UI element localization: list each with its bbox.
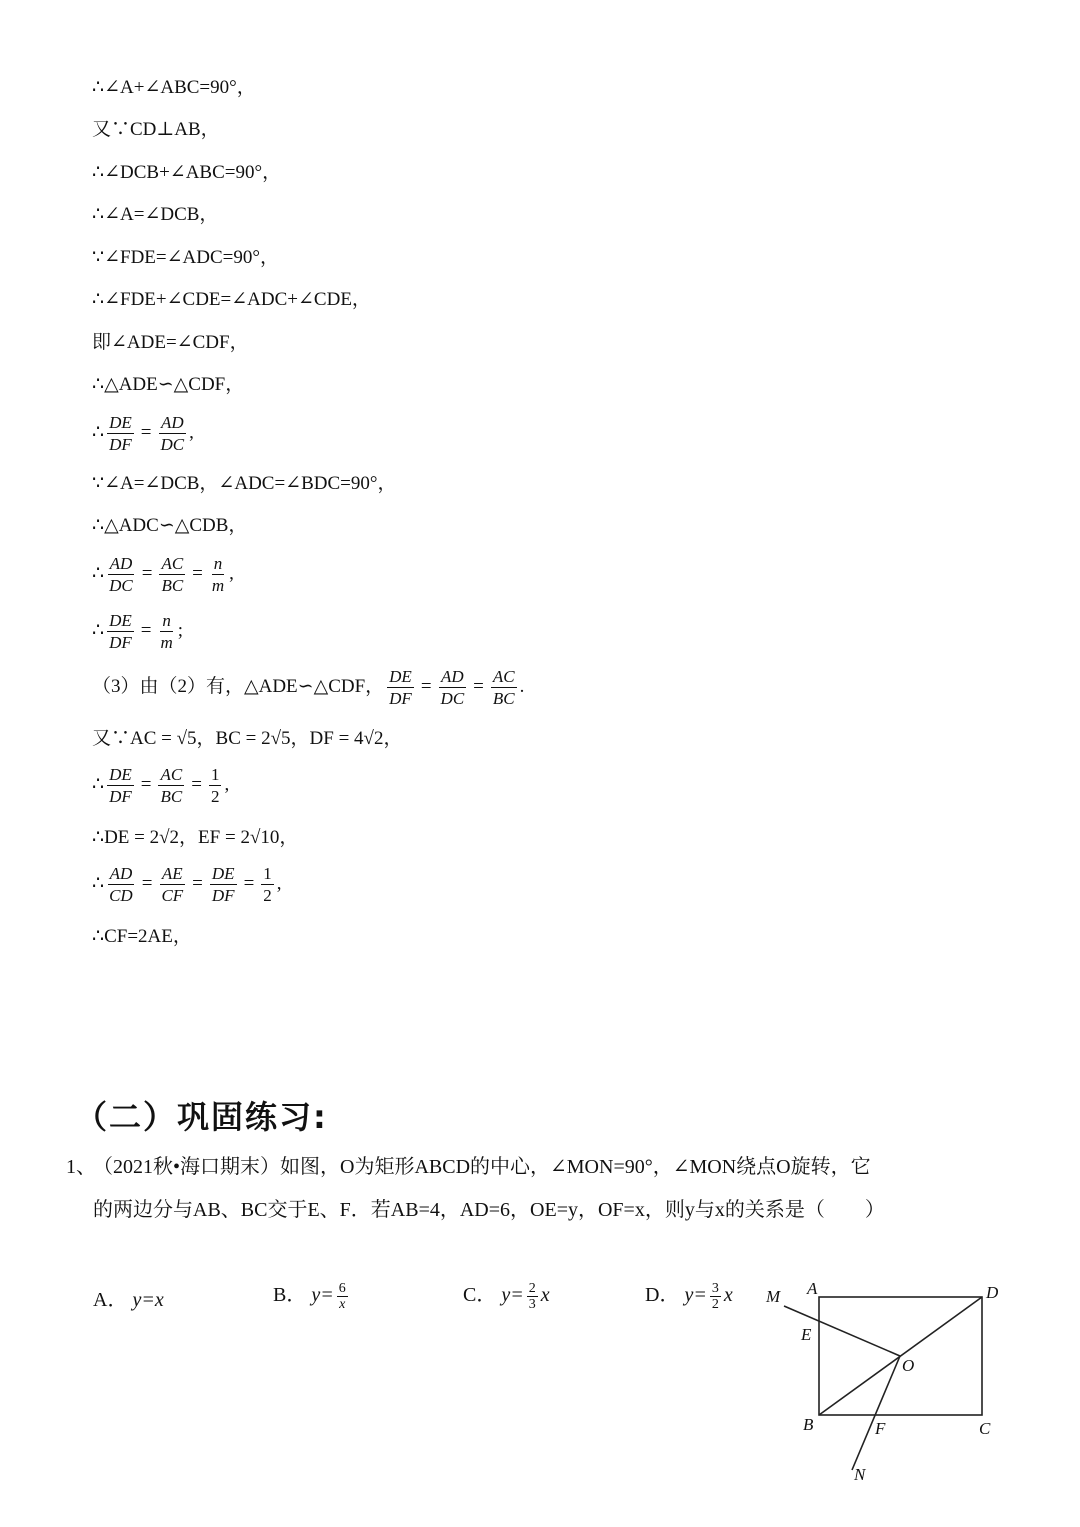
label-f: F — [875, 1419, 886, 1438]
denominator: 2 — [263, 886, 272, 905]
numerator: n — [162, 611, 171, 630]
equals: = — [420, 675, 432, 697]
numerator: DE — [389, 667, 412, 686]
solution-line-9: ∵∠A=∠DCB，∠ADC=∠BDC=90°， — [92, 473, 397, 494]
label-n: N — [854, 1465, 866, 1484]
equals: = — [192, 872, 203, 894]
part-3-text: （3）由（2）有，△ADE∽△CDF， — [92, 675, 385, 697]
numerator: AC — [160, 765, 183, 784]
solution-line-6: ∴∠FDE+∠CDE=∠ADC+∠CDE， — [92, 289, 371, 310]
equals: = — [473, 675, 484, 697]
numerator: AD — [109, 554, 133, 573]
section-heading: （二）巩固练习: — [75, 1098, 328, 1136]
label-c: C — [979, 1419, 991, 1438]
solution-line-5: ∵∠FDE=∠ADC=90°， — [92, 247, 279, 268]
option-lhs: y= — [684, 1284, 707, 1306]
conclusion-line: ∴CF=2AE， — [92, 926, 192, 947]
option-label: A． — [93, 1289, 128, 1311]
suffix: , — [224, 773, 230, 795]
solution-line-8: ∴△ADE∽△CDF， — [92, 374, 245, 395]
suffix: , — [276, 872, 282, 894]
denominator: DF — [109, 633, 132, 652]
numerator: AD — [160, 413, 184, 432]
question-line-2: 的两边分与AB、BC交于E、F．若AB=4，AD=6，OE=y，OF=x，则y与x的关系是（ ） — [93, 1199, 885, 1221]
equals: = — [140, 421, 152, 443]
label-e: E — [801, 1325, 812, 1344]
solution-line-7: 即∠ADE=∠CDF， — [92, 332, 249, 353]
denominator: m — [160, 633, 173, 652]
equals: = — [191, 773, 202, 795]
option-lhs: y= — [501, 1284, 524, 1306]
de-ef-line: ∴DE = 2√2，EF = 2√10， — [92, 827, 299, 848]
numerator: DE — [109, 611, 132, 630]
numerator: AD — [441, 667, 464, 686]
numerator: 6 — [338, 1280, 346, 1296]
equals: = — [140, 773, 152, 795]
label-d: D — [986, 1283, 999, 1302]
option-label: B． — [273, 1284, 307, 1306]
prefix: ∴ — [92, 421, 105, 443]
prefix: ∴ — [92, 619, 105, 641]
equals: = — [141, 872, 153, 894]
denominator: BC — [492, 689, 515, 708]
denominator: BC — [160, 787, 183, 806]
denominator: DF — [211, 886, 235, 905]
denominator: BC — [161, 576, 184, 595]
diagonal-bd — [819, 1297, 982, 1415]
solution-line-4: ∴∠A=∠DCB， — [92, 204, 219, 225]
question-number: 1、 — [66, 1156, 96, 1178]
option-label: C． — [463, 1284, 497, 1306]
numerator: n — [213, 554, 223, 573]
suffix: ; — [177, 619, 184, 641]
numerator: 1 — [210, 765, 220, 784]
numerator: AC — [161, 554, 184, 573]
option-rhs: x — [723, 1284, 733, 1306]
numerator: AE — [161, 864, 183, 883]
denominator: DC — [440, 689, 465, 708]
prefix: ∴ — [92, 872, 105, 894]
numerator: 2 — [528, 1280, 536, 1296]
solution-line-10: ∴△ADC∽△CDB， — [92, 515, 248, 536]
denominator: DF — [109, 787, 132, 806]
option-expression: y=x — [132, 1289, 164, 1311]
prefix: ∴ — [92, 773, 105, 795]
numerator: 1 — [263, 864, 272, 883]
numerator: AD — [109, 864, 133, 883]
denominator: x — [339, 1296, 346, 1312]
label-b: B — [803, 1415, 814, 1434]
denominator: m — [211, 576, 225, 595]
solution-line-3: ∴∠DCB+∠ABC=90°， — [92, 162, 282, 183]
numerator: DE — [211, 864, 235, 883]
option-lhs: y= — [311, 1284, 334, 1306]
denominator: CD — [109, 886, 133, 905]
denominator: 3 — [528, 1296, 536, 1312]
label-o: O — [902, 1356, 915, 1375]
suffix: , — [229, 562, 234, 584]
label-m: M — [766, 1287, 781, 1306]
numerator: 3 — [711, 1280, 719, 1296]
option-label: D． — [645, 1284, 680, 1306]
denominator: DF — [389, 689, 412, 708]
denominator: CF — [161, 886, 184, 905]
equals: = — [140, 619, 152, 641]
denominator: 2 — [711, 1296, 719, 1312]
denominator: DF — [109, 435, 132, 454]
option-rhs: x — [540, 1284, 550, 1306]
suffix: , — [189, 421, 194, 443]
numerator: DE — [109, 765, 132, 784]
suffix: . — [519, 675, 525, 697]
numerator: DE — [109, 413, 132, 432]
solution-line-1: ∴∠A+∠ABC=90°， — [92, 77, 256, 98]
equals: = — [243, 872, 255, 894]
equals: = — [141, 562, 153, 584]
denominator: 2 — [210, 787, 220, 806]
solution-line-2: 又∵CD⊥AB， — [92, 119, 220, 140]
numerator: AC — [492, 667, 515, 686]
denominator: DC — [109, 576, 133, 595]
question-line-1: （2021秋•海口期末）如图，O为矩形ABCD的中心，∠MON=90°，∠MON绕点O旋转，它 — [93, 1156, 871, 1178]
equals: = — [192, 562, 203, 584]
label-a: A — [807, 1279, 818, 1298]
denominator: DC — [160, 435, 185, 454]
given-line: 又∵AC = √5，BC = 2√5，DF = 4√2， — [92, 728, 403, 749]
prefix: ∴ — [92, 562, 105, 584]
